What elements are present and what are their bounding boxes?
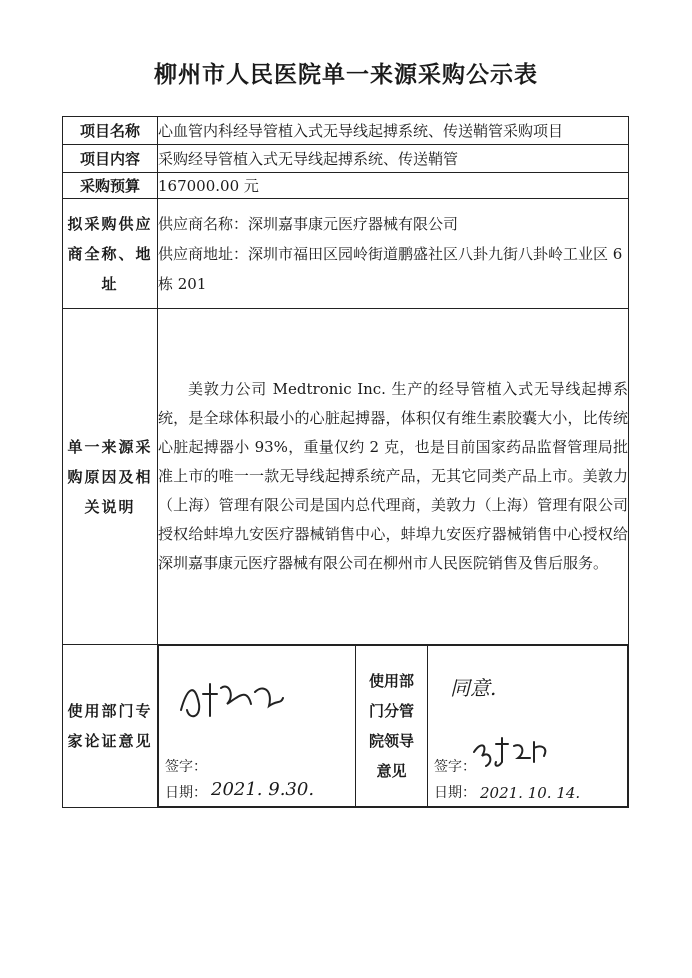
supplier-info xyxy=(158,199,629,309)
opinion-cell xyxy=(158,645,629,808)
row-budget xyxy=(63,173,629,199)
project-name-value: 心血管内科经导管植入式无导线起搏系统、传送鞘管采购项目 xyxy=(158,117,629,145)
leader-opinion-label: 使用部门分管院领导意见 xyxy=(356,646,428,807)
budget-label: 采购预算 xyxy=(63,173,158,199)
procurement-form-table xyxy=(62,116,629,808)
leader-date-handwritten: 2021. 10. 14. xyxy=(480,784,581,802)
dept-date-handwritten: 2021. 9.30. xyxy=(211,779,315,800)
reason-label: 单一来源采购原因及相关说明 xyxy=(63,309,158,645)
page-title: 柳州市人民医院单一来源采购公示表 xyxy=(154,62,538,88)
reason-text: 美敦力公司 Medtronic Inc. 生产的经导管植入式无导线起搏系统，是全球体积最小的心脏起搏器，体积仅有维生素胶囊大小，比传统心脏起搏器小 93%，重量仅约 2 克，也是目前国家药品监督管理局批准上市的唯一一款无导线起搏系统产品，无其它同类产品上市。美敦力（上海）管理有限公司是国内总代理商，美敦力（上海）管理有限公司授权给蚌埠九安医疗器械销售中心，蚌埠九安医疗器械销售中心授权给深圳嘉事康元医疗器械有限公司在柳州市人民医院销售及售后服务。 xyxy=(158,380,628,572)
row-supplier xyxy=(63,199,629,309)
project-content-value: 采购经导管植入式无导线起搏系统、传送鞘管 xyxy=(158,145,629,173)
dept-opinion-label: 使用部门专家论证意见 xyxy=(63,645,158,808)
leader-sign-label: 签字： xyxy=(434,759,476,775)
supplier-label: 拟采购供应商全称、地址 xyxy=(63,199,158,309)
row-opinion xyxy=(63,645,629,808)
row-reason xyxy=(63,309,629,645)
dept-date-label: 日期： xyxy=(165,785,207,801)
leader-opinion-handwritten: 同意. xyxy=(450,676,497,700)
dept-signature-cell xyxy=(159,646,356,807)
row-project-content xyxy=(63,145,629,173)
dept-signature-scribble xyxy=(177,674,287,724)
budget-value: 167000.00 元 xyxy=(158,173,629,199)
leader-signature-cell xyxy=(428,646,628,807)
reason-cell xyxy=(158,309,629,645)
supplier-address: 供应商地址：深圳市福田区园岭街道鹏盛社区八卦九街八卦岭工业区 6 栋 201 xyxy=(158,244,623,293)
dept-sign-label: 签字： xyxy=(165,759,207,775)
row-project-name xyxy=(63,117,629,145)
opinion-split xyxy=(158,645,628,807)
leader-date-label: 日期： xyxy=(434,785,476,801)
supplier-name: 供应商名称：深圳嘉事康元医疗器械有限公司 xyxy=(158,214,459,233)
project-content-label: 项目内容 xyxy=(63,145,158,173)
project-name-label: 项目名称 xyxy=(63,117,158,145)
leader-signature-scribble xyxy=(468,732,558,772)
